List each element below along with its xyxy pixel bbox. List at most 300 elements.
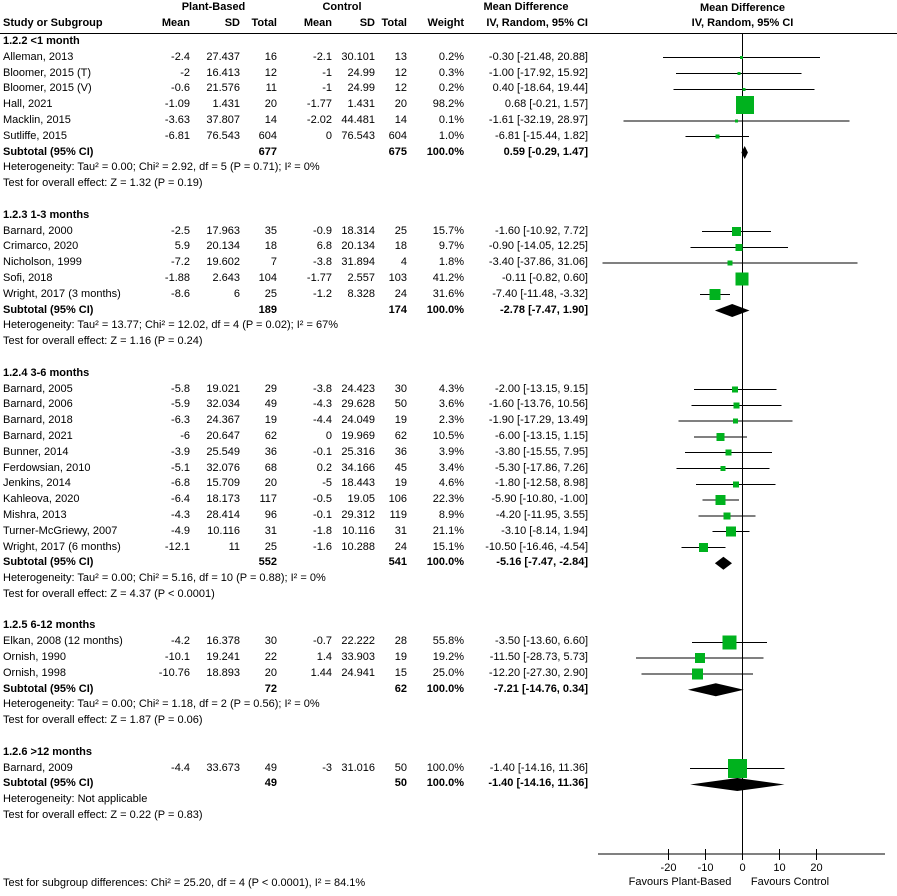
md-ci-cell: 0.40 [-18.64, 19.44] <box>492 82 588 95</box>
weight-cell: 21.1% <box>432 524 464 537</box>
col-pb-sd: SD <box>224 17 240 29</box>
study-row <box>0 271 588 287</box>
header-control: Control <box>322 1 362 13</box>
study-name: Macklin, 2015 <box>3 113 71 126</box>
pb-total-cell: 25 <box>264 287 277 300</box>
heterogeneity-note: Heterogeneity: Tau² = 13.77; Chi² = 12.02, df = 4 (P = 0.02); I² = 67% <box>3 319 338 332</box>
overall-effect-note: Test for overall effect: Z = 1.87 (P = 0.06) <box>3 714 203 727</box>
control-total-cell: 36 <box>394 445 407 458</box>
control-sd-cell: 1.431 <box>347 98 375 111</box>
control-mean-cell: -3.8 <box>313 256 332 269</box>
weight-cell: 100.0% <box>426 682 464 695</box>
control-total-cell: 24 <box>394 540 407 553</box>
weight-cell: 4.6% <box>438 477 464 490</box>
study-row <box>0 650 588 666</box>
weight-cell: 22.3% <box>432 493 464 506</box>
control-sd-cell: 18.443 <box>341 477 375 490</box>
control-sd-cell: 24.049 <box>341 414 375 427</box>
control-total-cell: 50 <box>394 777 407 790</box>
pb-mean-cell: -5.9 <box>171 398 190 411</box>
md-ci-cell: -7.40 [-11.48, -3.32] <box>492 287 588 300</box>
pb-sd-cell: 37.807 <box>206 113 240 126</box>
control-sd-cell <box>332 303 375 319</box>
md-ci-cell: -1.40 [-14.16, 11.36] <box>488 777 588 790</box>
effect-square <box>723 635 737 649</box>
pb-sd-cell: 18.173 <box>206 493 240 506</box>
control-sd-cell <box>332 555 375 571</box>
study-row <box>0 50 588 66</box>
pb-mean-cell: -10.76 <box>158 666 190 679</box>
pb-mean-cell: -4.2 <box>171 635 190 648</box>
study-name: Elkan, 2008 (12 months) <box>3 635 123 648</box>
control-mean-cell: 0 <box>325 429 332 442</box>
control-mean-cell: 0 <box>325 129 332 142</box>
header-spacer <box>0 1 150 13</box>
control-total-cell: 675 <box>388 145 407 158</box>
pb-sd-cell: 2.643 <box>212 271 240 284</box>
control-sd-cell: 33.903 <box>341 651 375 664</box>
weight-cell: 100.0% <box>426 145 464 158</box>
pb-sd-cell <box>190 555 240 571</box>
control-total-cell: 19 <box>394 414 407 427</box>
spacer-row <box>0 350 588 366</box>
control-mean-cell: 0.2 <box>316 461 332 474</box>
pb-total-cell: 12 <box>264 66 277 79</box>
md-ci-cell: -7.21 [-14.76, 0.34] <box>493 682 588 695</box>
pb-mean-cell <box>150 555 190 571</box>
control-total-cell: 12 <box>394 66 407 79</box>
control-total-cell: 19 <box>394 477 407 490</box>
pb-total-cell: 49 <box>264 777 277 790</box>
axis-tick-label: 10 <box>773 862 786 874</box>
col-weight: Weight <box>427 17 464 29</box>
study-row <box>0 476 588 492</box>
control-mean-cell: -1.77 <box>306 271 332 284</box>
pb-mean-cell: -5.1 <box>171 461 190 474</box>
subgroup-title: 1.2.2 <1 month <box>3 35 80 47</box>
effect-square <box>732 227 741 236</box>
pb-mean-cell: -4.9 <box>171 524 190 537</box>
axis-tick-label: -10 <box>697 862 714 874</box>
control-total-cell: 30 <box>394 382 407 395</box>
pb-sd-cell: 16.378 <box>206 635 240 648</box>
study-row <box>0 66 588 82</box>
control-mean-cell: 1.44 <box>310 666 332 679</box>
pb-sd-cell: 25.549 <box>206 445 240 458</box>
control-sd-cell: 29.312 <box>341 508 375 521</box>
control-sd-cell: 30.101 <box>341 50 375 63</box>
study-row <box>0 429 588 445</box>
control-mean-cell: 1.4 <box>316 651 332 664</box>
weight-cell: 15.1% <box>432 540 464 553</box>
study-row <box>0 113 588 129</box>
subtotal-row <box>0 776 588 792</box>
study-row <box>0 397 588 413</box>
weight-cell: 100.0% <box>426 761 464 774</box>
pb-total-cell: 20 <box>264 477 277 490</box>
weight-cell: 31.6% <box>432 287 464 300</box>
pb-total-cell: 7 <box>270 256 277 269</box>
effect-square <box>720 466 725 471</box>
control-sd-cell: 24.941 <box>341 666 375 679</box>
study-row <box>0 540 588 556</box>
pb-sd-cell <box>190 682 240 698</box>
header-mean-difference-text: Mean Difference <box>483 1 569 13</box>
control-sd-cell: 24.99 <box>347 82 375 95</box>
study-row <box>0 761 588 777</box>
subtotal-row <box>0 303 588 319</box>
md-ci-cell: -2.00 [-13.15, 9.15] <box>495 382 588 395</box>
control-total-cell: 18 <box>394 240 407 253</box>
control-sd-cell: 22.222 <box>341 635 375 648</box>
col-c-sd: SD <box>359 17 375 29</box>
weight-cell: 10.5% <box>432 429 464 442</box>
pb-total-cell: 35 <box>264 224 277 237</box>
subtotal-row <box>0 682 588 698</box>
study-name: Nicholson, 1999 <box>3 256 82 269</box>
control-total-cell: 25 <box>394 224 407 237</box>
study-row <box>0 634 588 650</box>
pb-sd-cell: 15.709 <box>206 477 240 490</box>
md-ci-cell: -1.61 [-32.19, 28.97] <box>488 113 588 126</box>
weight-cell: 1.8% <box>438 256 464 269</box>
control-mean-cell: -5 <box>322 477 332 490</box>
md-ci-cell: -1.80 [-12.58, 8.98] <box>495 477 588 490</box>
control-mean-cell: -1.2 <box>313 287 332 300</box>
control-sd-cell: 34.166 <box>341 461 375 474</box>
pb-mean-cell: -4.4 <box>171 761 190 774</box>
weight-cell: 19.2% <box>432 651 464 664</box>
pb-sd-cell: 20.647 <box>206 429 240 442</box>
pb-sd-cell <box>190 776 240 792</box>
control-total-cell: 15 <box>394 666 407 679</box>
pb-sd-cell: 33.673 <box>206 761 240 774</box>
weight-cell: 0.3% <box>438 66 464 79</box>
weight-cell: 3.6% <box>438 398 464 411</box>
pb-total-cell: 49 <box>264 761 277 774</box>
study-row <box>0 382 588 398</box>
pb-total-cell: 96 <box>264 508 277 521</box>
weight-cell: 15.7% <box>432 224 464 237</box>
pb-mean-cell: -5.8 <box>171 382 190 395</box>
pb-total-cell: 68 <box>264 461 277 474</box>
study-name: Wright, 2017 (3 months) <box>3 287 121 300</box>
study-row <box>0 287 588 303</box>
control-sd-cell: 31.894 <box>341 256 375 269</box>
effect-square <box>735 119 738 122</box>
control-total-cell: 45 <box>394 461 407 474</box>
study-row <box>0 239 588 255</box>
pb-total-cell: 20 <box>264 666 277 679</box>
spacer-row <box>0 824 588 840</box>
control-total-cell: 604 <box>388 129 407 142</box>
md-ci-cell: 0.68 [-0.21, 1.57] <box>504 98 588 111</box>
study-name: Bloomer, 2015 (V) <box>3 82 92 95</box>
md-ci-cell: -1.40 [-14.16, 11.36] <box>489 761 588 774</box>
pb-total-cell: 62 <box>264 429 277 442</box>
effect-square <box>736 244 743 251</box>
subtotal-row <box>0 145 588 161</box>
control-total-cell: 62 <box>394 429 407 442</box>
control-total-cell: 12 <box>394 82 407 95</box>
md-ci-cell: -5.16 [-7.47, -2.84] <box>496 556 588 569</box>
col-c-mean: Mean <box>303 17 332 29</box>
pb-mean-cell: -3.9 <box>171 445 190 458</box>
axis-tick-label: 20 <box>810 862 823 874</box>
control-sd-cell <box>332 682 375 698</box>
weight-cell: 9.7% <box>438 240 464 253</box>
control-sd-cell: 31.016 <box>341 761 375 774</box>
pb-total-cell: 36 <box>264 445 277 458</box>
heterogeneity-note: Heterogeneity: Tau² = 0.00; Chi² = 5.16, df = 10 (P = 0.88); I² = 0% <box>3 572 326 585</box>
pb-mean-cell: -7.2 <box>171 256 190 269</box>
md-ci-cell: -1.60 [-10.92, 7.72] <box>495 224 588 237</box>
pb-mean-cell: -8.6 <box>171 287 190 300</box>
pb-sd-cell: 20.134 <box>206 240 240 253</box>
md-ci-cell: -5.90 [-10.80, -1.00] <box>491 493 588 506</box>
control-mean-cell: -2.1 <box>313 50 332 63</box>
pb-sd-cell: 27.437 <box>206 50 240 63</box>
study-name: Barnard, 2018 <box>3 414 73 427</box>
study-row <box>0 224 588 240</box>
pb-mean-cell: -2.4 <box>171 50 190 63</box>
study-name: Barnard, 2021 <box>3 429 73 442</box>
weight-cell: 25.0% <box>432 666 464 679</box>
pb-total-cell: 604 <box>258 129 277 142</box>
pb-total-cell: 11 <box>265 82 277 95</box>
control-mean-cell <box>277 145 332 161</box>
md-ci-cell: -4.20 [-11.95, 3.55] <box>495 508 588 521</box>
header-group-row <box>0 1 588 13</box>
study-row <box>0 81 588 97</box>
pb-mean-cell: -2 <box>180 66 190 79</box>
md-ci-cell: -3.50 [-13.60, 6.60] <box>495 635 588 648</box>
overall-effect-note: Test for overall effect: Z = 4.37 (P < 0.0001) <box>3 587 215 600</box>
control-mean-cell: -1 <box>322 66 332 79</box>
control-mean-cell: -1 <box>322 82 332 95</box>
study-name: Barnard, 2006 <box>3 398 73 411</box>
pb-mean-cell: -6.8 <box>171 477 190 490</box>
control-total-cell: 14 <box>394 113 407 126</box>
pb-mean-cell: -6.3 <box>171 414 190 427</box>
subtotal-label: Subtotal (95% CI) <box>3 556 94 569</box>
md-ci-cell: -2.78 [-7.47, 1.90] <box>499 303 588 316</box>
md-ci-cell: -3.40 [-37.86, 31.06] <box>488 256 588 269</box>
pb-mean-cell <box>150 682 190 698</box>
pb-sd-cell: 28.414 <box>206 508 240 521</box>
pb-total-cell: 14 <box>264 113 277 126</box>
pb-total-cell: 30 <box>264 635 277 648</box>
control-sd-cell: 24.99 <box>347 66 375 79</box>
control-mean-cell <box>277 303 332 319</box>
control-sd-cell: 10.116 <box>342 524 375 537</box>
pb-mean-cell <box>150 145 190 161</box>
pb-sd-cell: 11 <box>228 540 240 553</box>
pb-mean-cell: -6 <box>180 429 190 442</box>
study-name: Alleman, 2013 <box>3 50 74 63</box>
effect-square <box>716 433 724 441</box>
pb-mean-cell: -3.63 <box>164 113 190 126</box>
effect-square <box>736 272 749 285</box>
control-total-cell: 20 <box>394 98 407 111</box>
md-ci-cell: -3.10 [-8.14, 1.94] <box>501 524 588 537</box>
control-total-cell: 19 <box>394 651 407 664</box>
pb-sd-cell: 32.076 <box>206 461 240 474</box>
md-ci-cell: -1.00 [-17.92, 15.92] <box>488 66 588 79</box>
col-pb-total: Total <box>251 17 277 29</box>
pb-sd-cell: 1.431 <box>212 98 240 111</box>
pb-total-cell: 552 <box>258 556 277 569</box>
control-mean-cell: -1.6 <box>313 540 332 553</box>
control-mean-cell: -3 <box>322 761 332 774</box>
study-row <box>0 255 588 271</box>
md-ci-cell: -0.30 [-21.48, 20.88] <box>488 50 588 63</box>
overall-effect-note: Test for overall effect: Z = 1.32 (P = 0.19) <box>3 177 203 190</box>
subtotal-diamond <box>715 304 750 317</box>
effect-square <box>733 481 739 487</box>
pb-mean-cell: -6.81 <box>164 129 190 142</box>
pb-total-cell: 16 <box>264 50 277 63</box>
weight-cell: 1.0% <box>438 129 464 142</box>
study-row <box>0 445 588 461</box>
overall-effect-note: Test for overall effect: Z = 0.22 (P = 0.83) <box>3 809 203 822</box>
subtotal-diamond <box>715 557 732 570</box>
favours-right-label: Favours Control <box>750 876 830 888</box>
pb-mean-cell: 5.9 <box>174 240 190 253</box>
control-total-cell: 4 <box>400 256 407 269</box>
control-sd-cell: 19.969 <box>341 429 375 442</box>
subtotal-diamond <box>690 778 784 791</box>
control-sd-cell: 44.481 <box>341 113 375 126</box>
study-name: Ferdowsian, 2010 <box>3 461 91 474</box>
effect-square <box>692 668 703 679</box>
pb-sd-cell: 16.413 <box>206 66 240 79</box>
pb-total-cell: 49 <box>264 398 277 411</box>
weight-cell: 2.3% <box>438 414 464 427</box>
header-column-row <box>0 17 588 29</box>
control-sd-cell: 25.316 <box>341 445 375 458</box>
pb-sd-cell: 19.021 <box>206 382 240 395</box>
control-mean-cell: -2.02 <box>306 113 332 126</box>
heterogeneity-note: Heterogeneity: Tau² = 0.00; Chi² = 1.18, df = 2 (P = 0.56); I² = 0% <box>3 698 320 711</box>
pb-sd-cell: 17.963 <box>206 224 240 237</box>
col-pb-mean: Mean <box>161 17 190 29</box>
weight-cell: 0.2% <box>438 50 464 63</box>
pb-mean-cell <box>150 303 190 319</box>
study-row <box>0 492 588 508</box>
pb-total-cell: 72 <box>264 682 277 695</box>
study-name: Hall, 2021 <box>3 98 53 111</box>
control-total-cell: 106 <box>388 493 407 506</box>
control-total-cell: 50 <box>394 761 407 774</box>
pb-mean-cell: -1.09 <box>164 98 190 111</box>
effect-square <box>699 543 708 552</box>
subgroup-differences-note: Test for subgroup differences: Chi² = 25.20, df = 4 (P < 0.0001), I² = 84.1% <box>3 877 366 889</box>
study-row <box>0 461 588 477</box>
effect-square <box>695 653 705 663</box>
study-row <box>0 97 588 113</box>
control-mean-cell <box>277 555 332 571</box>
subtotal-row <box>0 555 588 571</box>
md-ci-cell: -1.60 [-13.76, 10.56] <box>488 398 588 411</box>
weight-cell: 0.2% <box>438 82 464 95</box>
effect-square <box>740 56 743 59</box>
plot-header-line2: IV, Random, 95% CI <box>691 17 794 29</box>
weight-cell: 55.8% <box>432 635 464 648</box>
md-ci-cell: -10.50 [-16.46, -4.54] <box>485 540 588 553</box>
pb-sd-cell: 24.367 <box>206 414 240 427</box>
md-ci-cell: -0.90 [-14.05, 12.25] <box>488 240 588 253</box>
subgroup-title: 1.2.4 3-6 months <box>3 366 90 379</box>
control-total-cell: 62 <box>394 682 407 695</box>
study-name: Ornish, 1990 <box>3 651 66 664</box>
md-ci-cell: -6.00 [-13.15, 1.15] <box>495 429 588 442</box>
control-mean-cell: -4.3 <box>313 398 332 411</box>
effect-square <box>743 88 746 91</box>
weight-cell: 4.3% <box>438 382 464 395</box>
study-name: Barnard, 2000 <box>3 224 73 237</box>
effect-square <box>710 289 721 300</box>
control-mean-cell: -0.7 <box>313 635 332 648</box>
control-sd-cell: 8.328 <box>347 287 375 300</box>
weight-cell: 41.2% <box>432 271 464 284</box>
subgroup-title: 1.2.3 1-3 months <box>3 208 90 221</box>
control-mean-cell: -0.9 <box>313 224 332 237</box>
subtotal-label: Subtotal (95% CI) <box>3 682 94 695</box>
plot-header-line1: Mean Difference <box>700 2 785 14</box>
study-name: Jenkins, 2014 <box>3 477 71 490</box>
md-ci-cell: -12.20 [-27.30, 2.90] <box>488 666 588 679</box>
study-row <box>0 666 588 682</box>
pb-total-cell: 117 <box>259 493 277 506</box>
study-name: Bunner, 2014 <box>3 445 69 458</box>
effect-square <box>726 527 736 537</box>
pb-total-cell: 189 <box>258 303 277 316</box>
control-total-cell: 24 <box>394 287 407 300</box>
study-name: Sutliffe, 2015 <box>3 129 68 142</box>
subtotal-label: Subtotal (95% CI) <box>3 777 94 790</box>
control-mean-cell: -4.4 <box>313 414 332 427</box>
pb-sd-cell <box>190 145 240 161</box>
effect-square <box>715 135 719 139</box>
weight-cell: 100.0% <box>426 777 464 790</box>
control-mean-cell <box>277 776 332 792</box>
md-ci-cell: -0.11 [-0.82, 0.60] <box>501 271 588 284</box>
subtotal-label: Subtotal (95% CI) <box>3 145 94 158</box>
pb-total-cell: 29 <box>264 382 277 395</box>
study-name: Barnard, 2005 <box>3 382 73 395</box>
pb-total-cell: 25 <box>264 540 277 553</box>
subgroup-title: 1.2.6 >12 months <box>3 745 92 758</box>
spacer-row <box>0 192 588 208</box>
control-sd-cell <box>332 145 375 161</box>
effect-square <box>725 450 731 456</box>
pb-sd-cell: 19.602 <box>206 256 240 269</box>
study-row <box>0 129 588 145</box>
header-spacer <box>407 1 464 13</box>
control-sd-cell: 76.543 <box>341 129 375 142</box>
control-mean-cell: -1.8 <box>313 524 332 537</box>
control-mean-cell: -1.77 <box>306 98 332 111</box>
control-sd-cell: 2.557 <box>347 271 375 284</box>
weight-cell: 100.0% <box>426 556 464 569</box>
effect-square <box>724 512 731 519</box>
header-plant-based: Plant-Based <box>181 1 246 13</box>
pb-sd-cell: 32.034 <box>206 398 240 411</box>
study-name: Barnard, 2009 <box>3 761 73 774</box>
md-ci-cell: 0.59 [-0.29, 1.47] <box>503 145 588 158</box>
control-total-cell: 119 <box>389 508 407 521</box>
